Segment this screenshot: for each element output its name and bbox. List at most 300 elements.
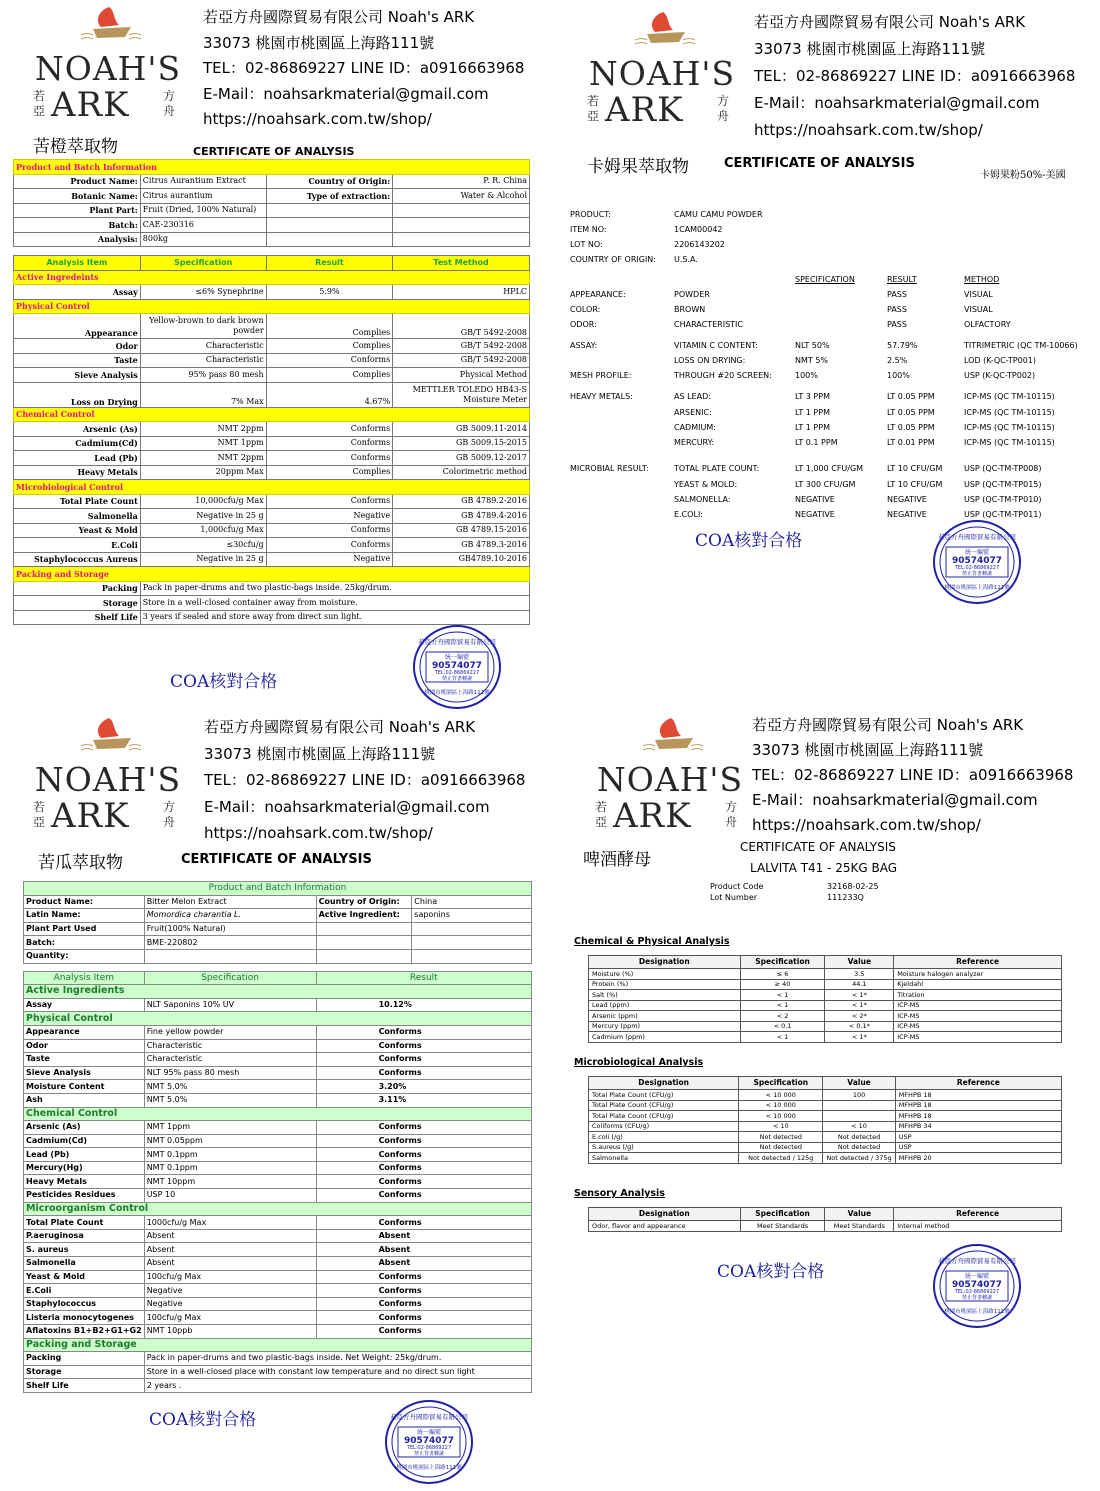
spec: NLT 95% pass 80 mesh	[144, 1066, 316, 1080]
table-row	[589, 1132, 1062, 1143]
reference: USP	[895, 1142, 1061, 1153]
result-item: ARSENIC:	[674, 408, 712, 417]
result: Conforms	[316, 1284, 531, 1298]
item: Heavy Metals	[24, 1175, 145, 1189]
table-row	[24, 1121, 532, 1135]
reference: USP	[895, 1132, 1061, 1143]
seal-tel: TEL:02-86869227	[434, 670, 480, 676]
company-url[interactable]: https://noahsark.com.tw/shop/	[204, 824, 433, 842]
value	[823, 1100, 895, 1111]
seal-company: 若亞方舟國際貿易有限公司	[418, 638, 496, 646]
item: Sieve Analysis	[14, 368, 141, 383]
specification: Not detected / 125g	[739, 1153, 823, 1164]
value: Pack in paper-drums and two plastic-bags inside. Net Weight: 25kg/drum.	[144, 1352, 531, 1366]
seal-address: 桃園市桃園區上海路111號	[396, 1465, 462, 1471]
item: Moisture Content	[24, 1080, 145, 1094]
company-contact	[754, 9, 1075, 144]
specification: < 1	[740, 1000, 825, 1011]
method-line: Moisture Meter	[463, 394, 527, 404]
lot-number: 111233Q	[827, 893, 864, 902]
table-row	[24, 1134, 532, 1148]
result-method: ICP-MS (QC TM-10115)	[964, 392, 1055, 401]
result: 5.9%	[266, 285, 393, 300]
column-header: Value	[825, 956, 894, 969]
specification: Not detected	[739, 1132, 823, 1143]
result-method: USP (QC-TM-TP010)	[964, 495, 1042, 504]
label: Country of Origin:	[266, 174, 393, 189]
value: CAE-230316	[140, 218, 266, 233]
result-result: LT 0.05 PPM	[887, 423, 935, 432]
spacer	[140, 247, 266, 256]
table-row	[24, 1080, 532, 1094]
company-email: E-Mail：noahsarkmaterial@gmail.com	[204, 797, 490, 816]
item: Taste	[24, 1053, 145, 1067]
item: Heavy Metals	[14, 465, 141, 480]
specification: < 10 000	[739, 1100, 823, 1111]
item: Storage	[14, 596, 141, 611]
company-address: 33073 桃園市桃園區上海路111號	[204, 744, 436, 763]
info-value: 1CAM00042	[674, 225, 723, 234]
spec: Absent	[144, 1257, 316, 1271]
empty-cell	[393, 232, 530, 247]
seal-label: 統一編號	[416, 1429, 442, 1436]
specification: Not detected	[739, 1142, 823, 1153]
result: Conforms	[316, 1297, 531, 1311]
header-row	[589, 1208, 1062, 1221]
result: Complies	[266, 339, 393, 354]
spec: Characteristic	[144, 1053, 316, 1067]
value: 44.1	[825, 979, 894, 990]
spec	[140, 314, 266, 339]
designation: Salmonella	[589, 1153, 739, 1164]
label: Type of extraction:	[266, 189, 393, 204]
result: Negative	[266, 552, 393, 567]
spec: Negative	[144, 1297, 316, 1311]
section-title: Sensory Analysis	[574, 1188, 665, 1199]
reference: Internal method	[894, 1221, 1062, 1232]
table-row	[24, 998, 532, 1012]
logo-noahs-text: NOAH'S	[34, 760, 182, 799]
header-row	[589, 956, 1062, 969]
specification: < 0.1	[740, 1021, 825, 1032]
info-value: CAMU CAMU POWDER	[674, 210, 763, 219]
result: Conforms	[316, 1270, 531, 1284]
spec: Absent	[144, 1243, 316, 1257]
reference: MFHPB 18	[895, 1090, 1061, 1101]
value: < 2*	[825, 1011, 894, 1022]
company-url[interactable]: https://noahsark.com.tw/shop/	[203, 110, 432, 128]
value: 100	[823, 1090, 895, 1101]
specification: ≤ 6	[740, 969, 825, 980]
section-header: Packing and Storage	[14, 567, 530, 582]
item: Loss on Drying	[14, 382, 141, 407]
result-item: CHARACTERISTIC	[674, 320, 743, 329]
result: Conforms	[316, 1025, 531, 1039]
section-header: Product and Batch Information	[14, 160, 530, 175]
table-row	[24, 1365, 532, 1379]
reference: ICP-MS	[894, 1011, 1062, 1022]
result: Conforms	[316, 1134, 531, 1148]
company-url[interactable]: https://noahsark.com.tw/shop/	[752, 816, 981, 834]
item: Yeast & Mold	[14, 523, 141, 538]
result: Negative	[266, 509, 393, 524]
result: Conforms	[266, 422, 393, 437]
result-result: NEGATIVE	[887, 495, 927, 504]
result-result: 57.79%	[887, 341, 918, 350]
company-contact	[752, 713, 1073, 838]
section-header: Physical Control	[24, 1012, 532, 1026]
table-row	[24, 1148, 532, 1162]
company-name-cn: 若亞方舟國際貿易有限公司	[204, 718, 385, 736]
coa-table-bitter-melon	[23, 881, 532, 1393]
item: Aflatoxins B1+B2+G1+G2	[24, 1325, 145, 1339]
result-spec: LT 300 CFU/GM	[795, 480, 856, 489]
company-email: E-Mail：noahsarkmaterial@gmail.com	[203, 84, 489, 103]
item: Arsenic (As)	[24, 1121, 145, 1135]
spec: NMT 1ppm	[144, 1121, 316, 1135]
table-row	[24, 1311, 532, 1325]
product-cn-title: 卡姆果萃取物	[587, 157, 689, 177]
label: Batch:	[24, 936, 145, 950]
spec: Characteristic	[140, 353, 266, 368]
item: Odor	[14, 339, 141, 354]
chemical-table	[588, 955, 1062, 1043]
table-row	[589, 1142, 1062, 1153]
sensory-table	[588, 1207, 1062, 1232]
company-seal	[932, 517, 1022, 607]
reference: Kjeldahl	[894, 979, 1062, 990]
value: Store in a well-closed place with constant low temperature and no direct sun light	[144, 1365, 531, 1379]
certificate-title: CERTIFICATE OF ANALYSIS	[193, 145, 355, 158]
spec: NLT Saponins 10% UV	[144, 998, 316, 1012]
reference: Moisture halogen analyzer	[894, 969, 1062, 980]
designation: Salt (%)	[589, 990, 741, 1001]
value: P. R. China	[393, 174, 530, 189]
logo-cn-right: 方舟	[717, 94, 730, 123]
table-row	[589, 1000, 1062, 1011]
table-row	[589, 969, 1062, 980]
value: Pack in paper-drums and two plastic-bags inside. 25kg/drum.	[140, 581, 529, 596]
item: P.aeruginosa	[24, 1229, 145, 1243]
section-row	[24, 1107, 532, 1121]
section-row	[24, 985, 532, 999]
item: Mercury(Hg)	[24, 1161, 145, 1175]
table-row	[589, 1121, 1062, 1132]
item: Total Plate Count	[14, 494, 141, 509]
table-row	[24, 1216, 532, 1230]
result: Conforms	[266, 451, 393, 466]
coa-table-bitter-orange	[13, 159, 530, 625]
result-result: 2.5%	[887, 356, 908, 365]
result-spec: NLT 50%	[795, 341, 830, 350]
result-method: VISUAL	[964, 290, 993, 299]
logo-ark-text: ARK	[51, 85, 130, 125]
column-header: RESULT	[887, 275, 917, 284]
table-row	[24, 1229, 532, 1243]
result: 3.20%	[316, 1080, 531, 1094]
method: Physical Method	[393, 368, 530, 383]
item: Shelf Life	[14, 610, 141, 625]
value: < 1*	[825, 990, 894, 1001]
spacer	[316, 963, 412, 971]
result-result: 100%	[887, 371, 910, 380]
method: GB/T 5492-2008	[393, 314, 530, 339]
table-row	[24, 1284, 532, 1298]
reference: MFHPB 18	[895, 1111, 1061, 1122]
section-header: Packing and Storage	[24, 1338, 532, 1352]
company-contact	[203, 5, 524, 133]
seal-note: 禁止背書轉讓	[961, 1295, 993, 1301]
result-method: ICP-MS (QC TM-10115)	[964, 438, 1055, 447]
company-name-en: Noah's ARK	[387, 8, 475, 26]
table-row	[589, 1100, 1062, 1111]
empty-cell	[412, 936, 532, 950]
reference: MFHPB 20	[895, 1153, 1061, 1164]
result-spec: NEGATIVE	[795, 510, 835, 519]
table-row	[589, 1111, 1062, 1122]
column-header: Reference	[894, 1208, 1062, 1221]
designation: Odor, flavor and appearance	[589, 1221, 741, 1232]
result-method: USP (QC-TM-TP015)	[964, 480, 1042, 489]
label: Product Name:	[24, 895, 145, 909]
table-row	[589, 1153, 1062, 1164]
product-code: 32168-02-25	[827, 882, 879, 891]
result-result: LT 10 CFU/GM	[887, 480, 943, 489]
info-value: 2206143202	[674, 240, 725, 249]
result-method: USP (QC-TM-TP011)	[964, 510, 1042, 519]
seal-label: 統一編號	[964, 1273, 990, 1280]
column-header: Specification	[739, 1077, 823, 1090]
item: Lead (Pb)	[14, 451, 141, 466]
result-method: ICP-MS (QC TM-10115)	[964, 408, 1055, 417]
company-seal	[412, 622, 502, 712]
method: GB/T 5492-2008	[393, 339, 530, 354]
spacer	[14, 247, 141, 256]
method	[393, 382, 530, 407]
empty-cell	[393, 218, 530, 233]
label: Product Name:	[14, 174, 141, 189]
value: Fruit (Dried, 100% Natural)	[140, 203, 266, 218]
result: Complies	[266, 314, 393, 339]
label: Quantity:	[24, 949, 145, 963]
table-row	[589, 1090, 1062, 1101]
result-item: YEAST & MOLD:	[674, 480, 738, 489]
item: Total Plate Count	[24, 1216, 145, 1230]
section-row	[24, 1012, 532, 1026]
boat-logo-icon	[73, 716, 148, 761]
spacer	[24, 963, 145, 971]
designation: Cadmium (ppm)	[589, 1032, 741, 1043]
label: Latin Name:	[24, 909, 145, 923]
result: Conforms	[266, 494, 393, 509]
company-name-en: Noah's ARK	[936, 716, 1024, 734]
section-row	[24, 1338, 532, 1352]
boat-logo-icon	[73, 5, 148, 50]
result: 10.12%	[316, 998, 531, 1012]
company-name-cn: 若亞方舟國際貿易有限公司	[203, 8, 384, 26]
item: Assay	[24, 998, 145, 1012]
item: Arsenic (As)	[14, 422, 141, 437]
designation: Total Plate Count (CFU/g)	[589, 1090, 739, 1101]
result-item: AS LEAD:	[674, 392, 711, 401]
section-header: Microbiological Control	[14, 480, 530, 495]
spacer	[393, 247, 530, 256]
empty-cell	[316, 949, 412, 963]
result-method: OLFACTORY	[964, 320, 1011, 329]
table-row	[24, 1189, 532, 1203]
item: Salmonella	[24, 1257, 145, 1271]
result-spec: LT 1 PPM	[795, 423, 830, 432]
result-method: LOD (K-QC-TP001)	[964, 356, 1037, 365]
seal-tel: TEL:02-86869227	[406, 1445, 452, 1451]
info-label: COUNTRY OF ORIGIN:	[570, 255, 656, 264]
logo-noahs-text: NOAH'S	[596, 760, 744, 799]
result-result: LT 0.05 PPM	[887, 408, 935, 417]
spec: 20ppm Max	[140, 465, 266, 480]
designation: Mercury (ppm)	[589, 1021, 741, 1032]
specification: < 10 000	[739, 1090, 823, 1101]
specification: < 1	[740, 990, 825, 1001]
specification: < 10	[739, 1121, 823, 1132]
result-result: LT 0.05 PPM	[887, 392, 935, 401]
label: Plant Part:	[14, 203, 141, 218]
company-logo	[587, 10, 737, 130]
logo-cn-right: 方舟	[163, 800, 176, 829]
result-method: VISUAL	[964, 305, 993, 314]
section-header: Physical Control	[14, 299, 530, 314]
company-logo	[33, 716, 183, 836]
spec: 1000cfu/g Max	[144, 1216, 316, 1230]
certificate-title: CERTIFICATE OF ANALYSIS	[181, 852, 372, 867]
spec-line: powder	[233, 326, 264, 335]
value: 2 years .	[144, 1379, 531, 1393]
result: Conforms	[266, 523, 393, 538]
value: Fruit(100% Natural)	[144, 922, 316, 936]
value: 3.5	[825, 969, 894, 980]
column-header: Specification	[740, 956, 825, 969]
logo-cn-left: 若亞	[33, 800, 46, 829]
value: < 1*	[825, 1032, 894, 1043]
method-line: METTLER TOLEDO HB43-S	[412, 384, 527, 394]
result-item: VITAMIN C CONTENT:	[674, 341, 758, 350]
spec: 1,000cfu/g Max	[140, 523, 266, 538]
column-header: METHOD	[964, 275, 1000, 284]
value: 3 years if sealed and store away from direct sun light.	[140, 610, 529, 625]
value: Not detected	[823, 1142, 895, 1153]
company-seal	[932, 1241, 1022, 1331]
empty-cell	[266, 203, 393, 218]
section-row	[24, 1202, 532, 1216]
section-header: Chemical Control	[24, 1107, 532, 1121]
company-contact	[204, 714, 525, 847]
method: GB/T 5492-2008	[393, 353, 530, 368]
item: Odor	[24, 1039, 145, 1053]
result-spec: NEGATIVE	[795, 495, 835, 504]
item: Lead (Pb)	[24, 1148, 145, 1162]
table-row	[24, 1297, 532, 1311]
value: < 10	[823, 1121, 895, 1132]
company-address: 33073 桃園市桃園區上海路111號	[754, 40, 986, 58]
result: Conforms	[266, 538, 393, 553]
specification: < 10 000	[739, 1111, 823, 1122]
empty-cell	[316, 936, 412, 950]
value: China	[412, 895, 532, 909]
table-row	[24, 1257, 532, 1271]
table-row	[589, 1011, 1062, 1022]
designation: Total Plate Count (CFU/g)	[589, 1100, 739, 1111]
result: Absent	[316, 1243, 531, 1257]
section-title: Microbiological Analysis	[574, 1057, 704, 1068]
value: 800kg	[140, 232, 266, 247]
result-item: POWDER	[674, 290, 710, 299]
value: saponins	[412, 909, 532, 923]
spec: 100cfu/g Max	[144, 1270, 316, 1284]
logo-ark-text: ARK	[51, 796, 130, 836]
company-name-cn: 若亞方舟國際貿易有限公司	[752, 716, 933, 734]
value: BME-220802	[144, 936, 316, 950]
product-subtitle: LALVITA T41 - 25KG BAG	[750, 861, 898, 875]
table-row	[24, 1093, 532, 1107]
seal-tel: TEL:02-86869227	[954, 565, 1000, 571]
value: < 0.1*	[825, 1021, 894, 1032]
coa-verified-label: COA核對合格	[717, 1262, 825, 1282]
empty-cell	[144, 949, 316, 963]
value: Citrus Aurantium Extract	[140, 174, 266, 189]
spec: NMT 0.1ppm	[144, 1148, 316, 1162]
result-result: PASS	[887, 320, 907, 329]
company-tel: TEL：02-86869227 LINE ID：a0916663968	[204, 771, 526, 789]
product-note: 卡姆果粉50%-美國	[980, 170, 1066, 181]
logo-ark-text: ARK	[613, 796, 692, 836]
result-item: LOSS ON DRYING:	[674, 356, 746, 365]
lot-label: Lot Number	[710, 893, 758, 902]
designation: Arsenic (ppm)	[589, 1011, 741, 1022]
column-header: Specification	[140, 256, 266, 271]
logo-cn-left: 若亞	[33, 89, 46, 118]
seal-number: 90574077	[951, 556, 1003, 566]
info-label: ITEM NO:	[570, 225, 607, 234]
column-header: Specification	[740, 1208, 825, 1221]
info-label: PRODUCT:	[570, 210, 611, 219]
result-method: TITRIMETRIC (QC TM-10066)	[964, 341, 1078, 350]
result-result: LT 0.01 PPM	[887, 438, 935, 447]
result-spec: NMT 5%	[795, 356, 829, 365]
spec: NMT 0.1ppm	[144, 1161, 316, 1175]
spec: 7% Max	[140, 382, 266, 407]
certificate-title: CERTIFICATE OF ANALYSIS	[724, 156, 915, 171]
result-method: USP (K-QC-TP002)	[964, 371, 1036, 380]
logo-cn-right: 方舟	[725, 800, 738, 829]
method: GB 5009.12-2017	[393, 451, 530, 466]
result-result: NEGATIVE	[887, 510, 927, 519]
company-url[interactable]: https://noahsark.com.tw/shop/	[754, 121, 983, 139]
section-header: Active Ingredients	[24, 985, 532, 999]
designation: Moisture (%)	[589, 969, 741, 980]
item: Assay	[14, 285, 141, 300]
table-row	[24, 1243, 532, 1257]
logo-cn-left: 若亞	[587, 94, 600, 123]
column-header: Designation	[589, 1077, 739, 1090]
section-header: Chemical Control	[14, 407, 530, 422]
item: Sieve Analysis	[24, 1066, 145, 1080]
company-email: E-Mail：noahsarkmaterial@gmail.com	[754, 94, 1040, 112]
item: Ash	[24, 1093, 145, 1107]
result-item: THROUGH #20 SCREEN:	[674, 371, 772, 380]
spec: ≤6% Synephrine	[140, 285, 266, 300]
logo-noahs-text: NOAH'S	[588, 54, 736, 93]
item: Appearance	[14, 314, 141, 339]
spacer	[412, 963, 532, 971]
